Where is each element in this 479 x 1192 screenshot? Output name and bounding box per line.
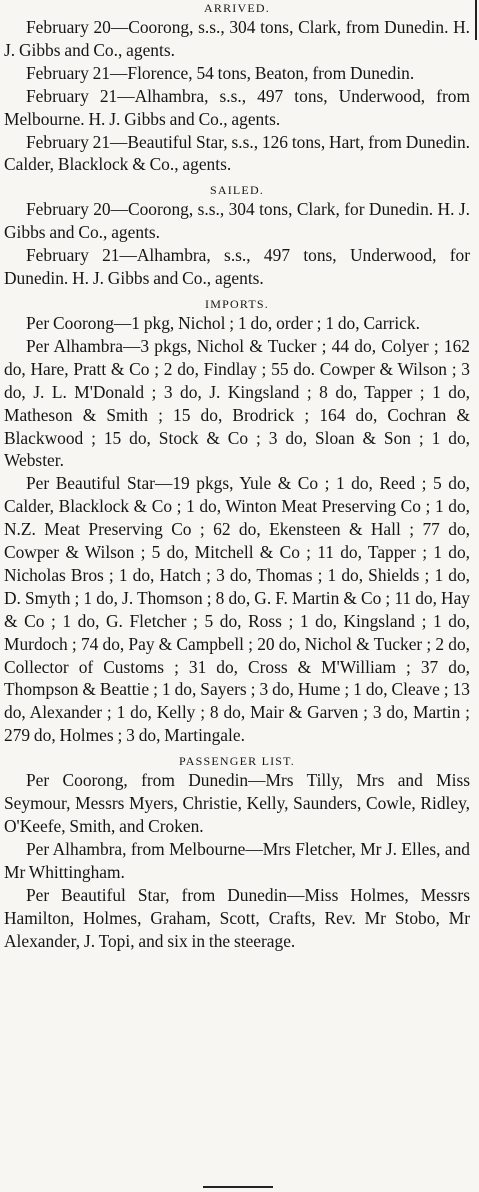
arrived-entry: February 20—Coorong, s.s., 304 tons, Clark, from Dunedin. H. J. Gibbs and Co., agents. [4, 17, 470, 60]
arrived-entry: February 21—Alhambra, s.s., 497 tons, Underwood, from Melbourne. H. J. Gibbs and Co., agents. [4, 85, 470, 129]
arrived-entry: February 21—Beautiful Star, s.s., 126 tons, Hart, from Dunedin. Calder, Blacklock & Co., agents. [4, 131, 471, 175]
arrived-heading: ARRIVED. [204, 1, 270, 15]
arrived-section [4, 0, 470, 176]
sailed-section [4, 182, 470, 290]
imports-entry: Per Alhambra—3 pkgs, Nichol & Tucker ; 44 do, Colyer ; 162 do, Hare, Pratt & Co ; 2 do, Findlay ; 55 do. Cowper & Wilson ; 3 do, J. L. M'Donald ; 3 do, J. Kingsland ; 8 do, Tapper ; 1 do, Matheson & Smith ; 15 do, Brodrick ; 164 do, Cochran & Blackwood ; 15 do, Stock & Co ; 3 do, Sloan & Son ; 1 do, Webster. [4, 335, 470, 471]
imports-entry: Per Coorong—1 pkg, Nichol ; 1 do, order ; 1 do, Carrick. [26, 312, 420, 333]
sailed-entry: February 20—Coorong, s.s., 304 tons, Clark, for Dunedin. H. J. Gibbs and Co., agents. [4, 199, 470, 243]
passenger-section [4, 753, 470, 952]
shipping-column [4, 0, 470, 952]
imports-section [4, 296, 470, 747]
passenger-entry: Per Coorong, from Dunedin—Mrs Tilly, Mrs and Miss Seymour, Messrs Myers, Christie, Kelly, Saunders, Cowle, Ridley, O'Keefe, Smith, and Croken. [4, 770, 470, 836]
arrived-entry: February 21—Florence, 54 tons, Beaton, from Dunedin. [26, 62, 415, 83]
column-rule [475, 0, 477, 40]
imports-entry: Per Beautiful Star—19 pkgs, Yule & Co ; 1 do, Reed ; 5 do, Calder, Blacklock & Co ; 1 do, Winton Meat Preserving Co ; 1 do, N.Z. Meat Preserving Co ; 62 do, Ekensteen & Hall ; 77 do, Cowper & Wilson ; 5 do, Mitchell & Co ; 11 do, Tapper ; 1 do, Nicholas Bros ; 1 do, Hatch ; 3 do, Thomas ; 1 do, Shields ; 1 do, D. Smyth ; 1 do, J. Thomson ; 8 do, G. F. Martin & Co ; 11 do, Hay & Co ; 1 do, G. Fletcher ; 5 do, Ross ; 1 do, Kingsland ; 1 do, Murdoch ; 74 do, Pay & Campbell ; 20 do, Nichol & Tucker ; 2 do, Collector of Customs ; 31 do, Cross & M'William ; 37 do, Thompson & Beattie ; 1 do, Sayers ; 3 do, Hume ; 1 do, Cleave ; 13 do, Alexander ; 1 do, Kelly ; 8 do, Mair & Garven ; 3 do, Martin ; 279 do, Holmes ; 3 do, Martingale. [4, 473, 470, 746]
passenger-entry: Per Beautiful Star, from Dunedin—Miss Holmes, Messrs Hamilton, Holmes, Graham, Scott, Crafts, Rev. Mr Stobo, Mr Alexander, J. Topi, and six in the steerage. [4, 884, 470, 951]
end-rule [203, 1186, 273, 1188]
passenger-heading: PASSENGER LIST. [178, 754, 296, 769]
sailed-heading: SAILED. [209, 183, 265, 198]
passenger-entry: Per Alhambra, from Melbourne—Mrs Fletcher, Mr J. Elles, and Mr Whittingham. [4, 838, 470, 882]
imports-heading: IMPORTS. [205, 296, 269, 311]
sailed-entry: February 21—Alhambra, s.s., 497 tons, Underwood, for Dunedin. H. J. Gibbs and Co., agents. [4, 245, 470, 289]
